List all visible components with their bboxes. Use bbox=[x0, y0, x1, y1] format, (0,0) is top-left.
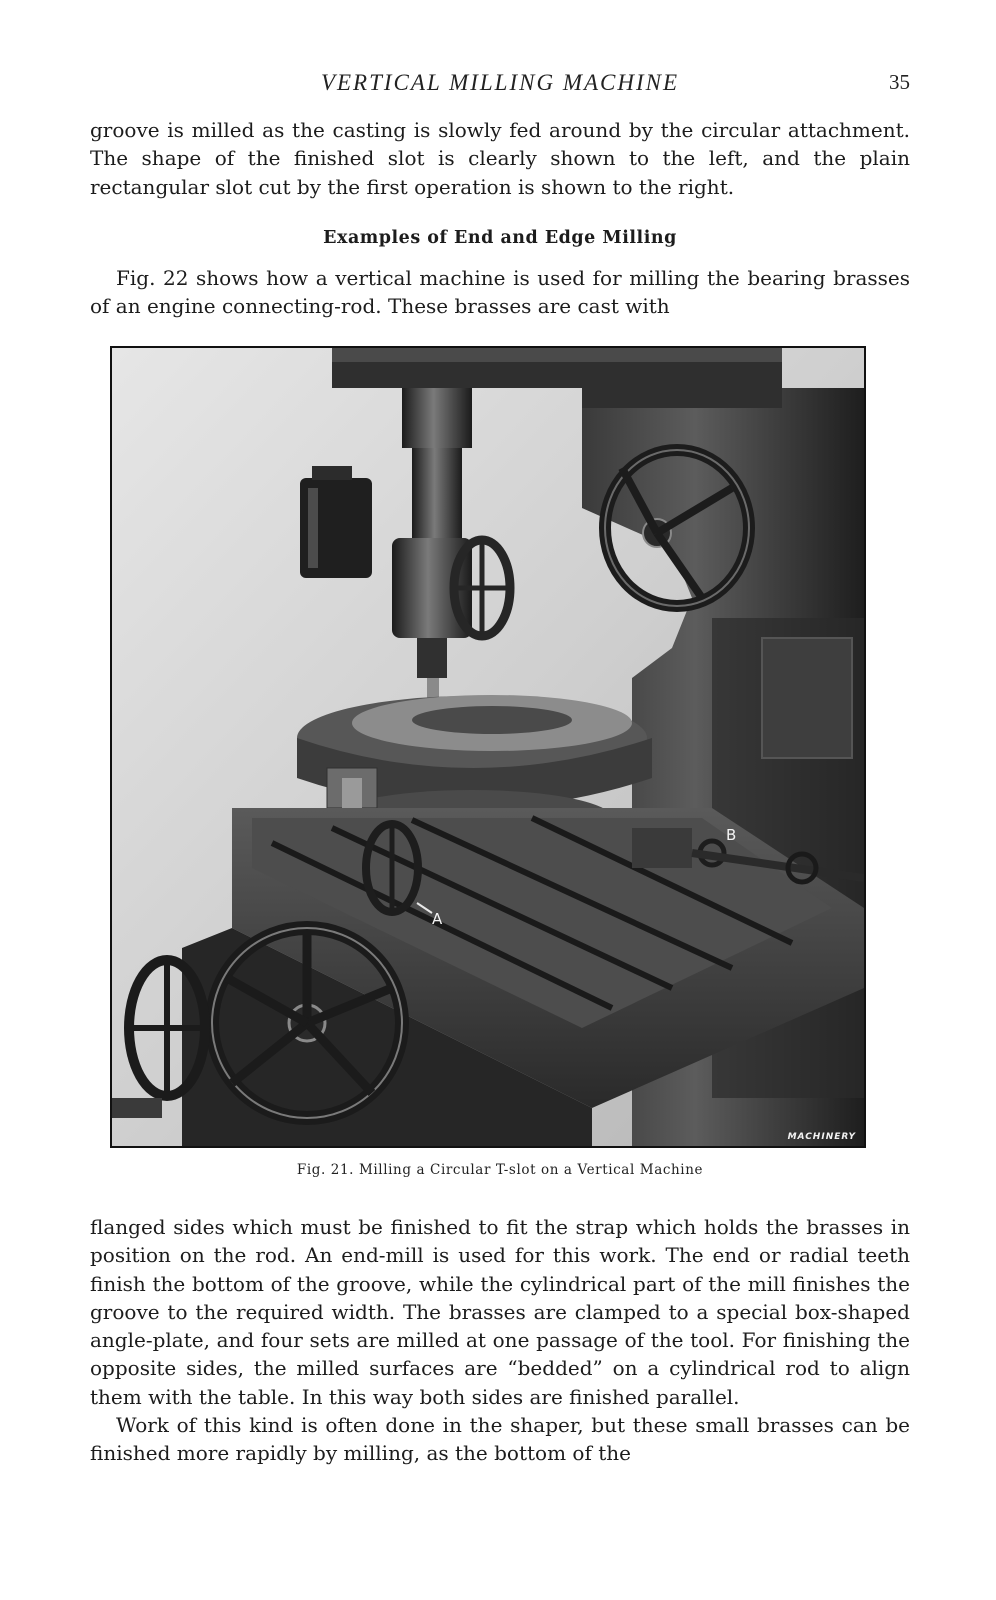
paragraph-shaper: Work of this kind is often done in the shaper, but these small brasses can be finished more rapidly by milling, as the bottom of the bbox=[90, 1413, 910, 1466]
machine-illustration bbox=[112, 348, 864, 1146]
bottom-text-block bbox=[90, 1213, 910, 1468]
page-number: 35 bbox=[889, 70, 910, 94]
intro-text-block bbox=[90, 264, 910, 321]
callout-label-a: A bbox=[432, 910, 443, 928]
figure-photo-milling-machine bbox=[110, 346, 866, 1148]
spindle-housing bbox=[402, 388, 472, 448]
top-text-block bbox=[90, 116, 910, 201]
paragraph-continued: groove is milled as the casting is slowly fed around by the circular attachment. The shape of the finished slot is clearly shown to the left, and the plain rectangular slot cut by the first operation is shown to the right. bbox=[90, 118, 910, 199]
machinery-watermark: MACHINERY bbox=[787, 1132, 856, 1142]
section-heading: Examples of End and Edge Milling bbox=[323, 228, 677, 248]
running-title: VERTICAL MILLING MACHINE bbox=[320, 70, 680, 95]
running-head bbox=[90, 70, 910, 100]
paragraph-flanged-sides: flanged sides which must be finished to fit the strap which holds the brasses in position on the rod. An end-mill is used for this work. The end or radial teeth finish the bottom of the groove, while the cylindrical part of the mill finishes the groove to the required width. The brasses are clamped to a special box-shaped angle-plate, and four sets are milled at one passage of the tool. For finishing the opposite sides, the milled surfaces are “bedded” on a cylindrical rod to align them with the table. In this way both sides are finished parallel. bbox=[90, 1215, 910, 1409]
callout-label-b: B bbox=[726, 826, 737, 844]
figure-caption: Fig. 21. Milling a Circular T-slot on a Vertical Machine bbox=[296, 1162, 704, 1178]
paragraph-fig22-intro: Fig. 22 shows how a vertical machine is used for milling the bearing brasses of an engine connecting-rod. These brasses are cast with bbox=[90, 266, 910, 319]
